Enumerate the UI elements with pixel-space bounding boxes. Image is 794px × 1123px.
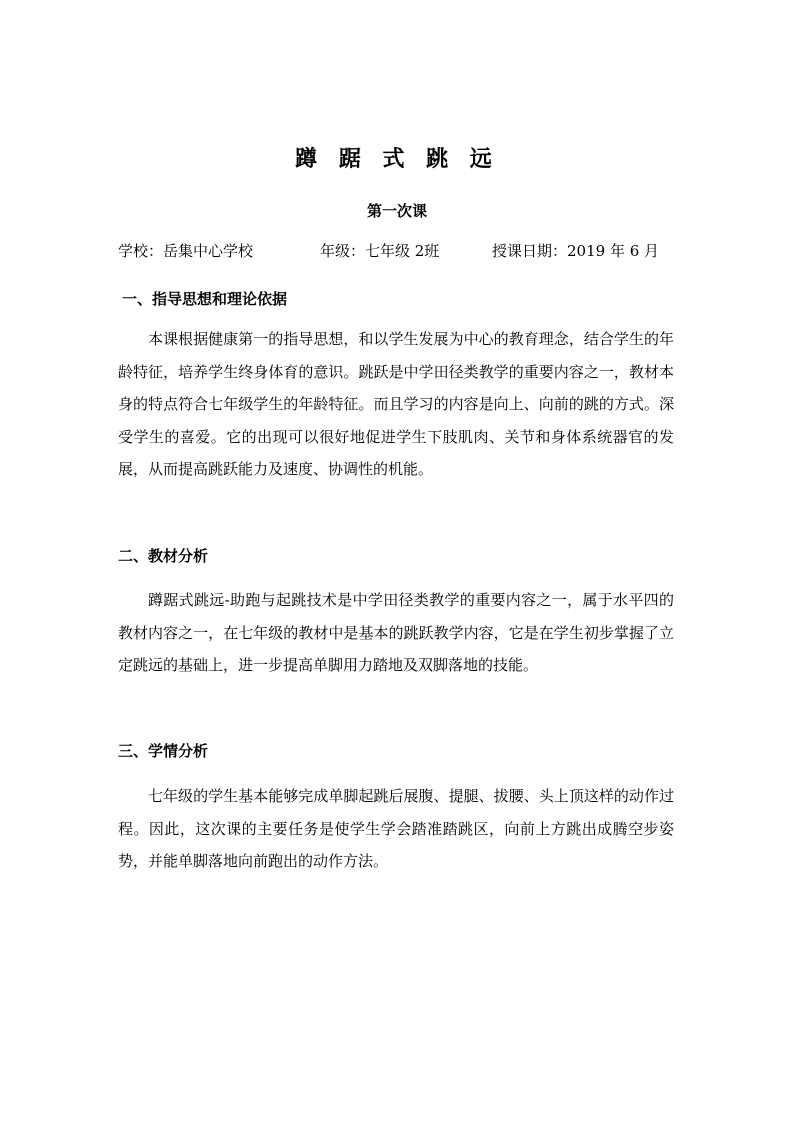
document-title: 蹲 踞 式 跳 远 <box>295 147 499 172</box>
date-info: 授课日期：2019 年 6 月 <box>492 242 660 260</box>
document-subtitle: 第一次课 <box>366 202 427 220</box>
school-info: 学校：岳集中心学校 <box>118 242 254 260</box>
section-body-guiding-ideology: 本课根据健康第一的指导思想，和以学生发展为中心的教育理念，结合学生的年龄特征，培养学生终身体育的意识。跳跃是中学田径类教学的重要内容之一，教材本身的特点符合七年级学生的年龄特征。而且学习的内容是向上、向前的跳的方式。深受学生的喜爱。它的出现可以很好地促进学生下肢肌肉、关节和身体系统器官的发展，从而提高跳跃能力及速度、协调性的机能。 <box>118 330 674 478</box>
section-body-material-analysis: 蹲踞式跳远-助跑与起跳技术是中学田径类教学的重要内容之一，属于水平四的教材内容之一，在七年级的教材中是基本的跳跃教学内容，它是在学生初步掌握了立定跳远的基础上，进一步提高单脚用力踏地及双脚落地的技能。 <box>118 591 674 674</box>
grade-info: 年级：七年级 2班 <box>320 242 440 260</box>
section-heading-guiding-ideology: 一、指导思想和理论依据 <box>122 290 288 308</box>
section-heading-material-analysis: 二、教材分析 <box>118 547 209 565</box>
section-heading-student-analysis: 三、学情分析 <box>118 742 209 760</box>
section-body-student-analysis: 七年级的学生基本能够完成单脚起跳后展腹、提腿、拔腰、头上顶这样的动作过程。因此，这次课的主要任务是使学生学会踏准踏跳区，向前上方跳出成腾空步姿势，并能单脚落地向前跑出的动作方法。 <box>118 787 674 870</box>
